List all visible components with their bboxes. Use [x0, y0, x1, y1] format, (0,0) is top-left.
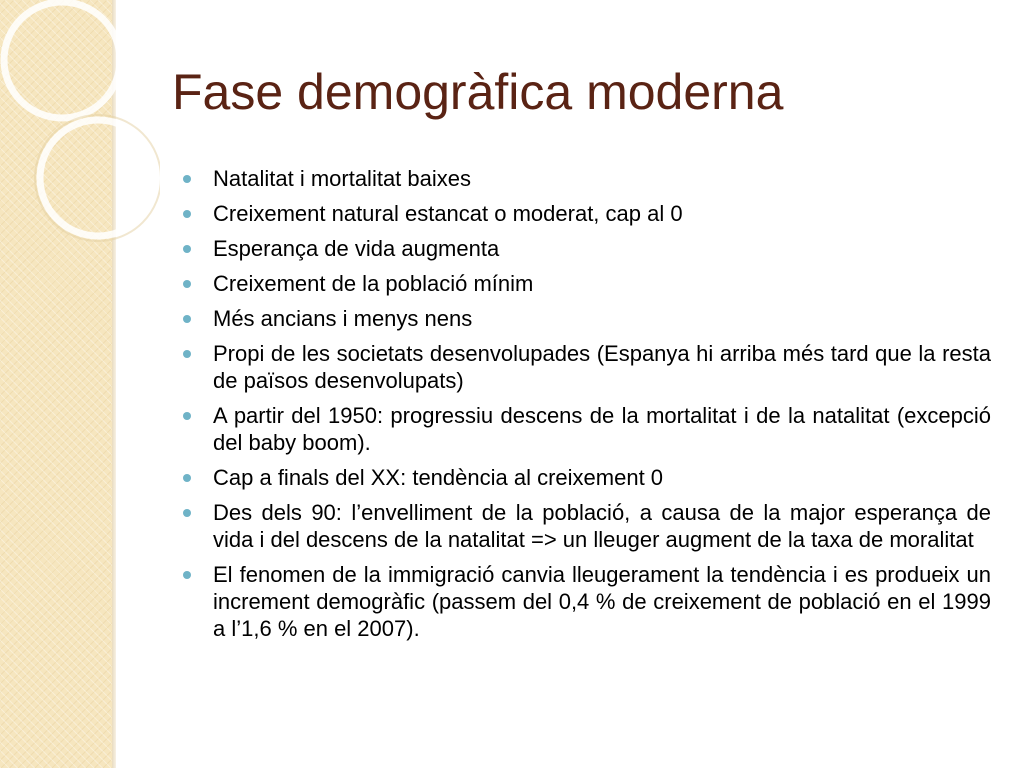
bullet-marker-icon: [183, 175, 191, 183]
bullet-text: El fenomen de la immigració canvia lleugerament la tendència i es produeix un increment demogràfic (passem del 0,4 % de creixement de població en el 1999 a l’1,6 % en el 2007).: [213, 562, 991, 641]
bullet-item: [181, 200, 991, 227]
bullet-item: [181, 402, 991, 456]
bullet-marker-icon: [183, 509, 191, 517]
bullet-item: [181, 499, 991, 553]
decorative-ring-upper: [4, 2, 120, 118]
bullet-text: Esperança de vida augmenta: [213, 236, 500, 261]
bullet-item: [181, 561, 991, 642]
bullet-marker-icon: [183, 571, 191, 579]
decorative-rings: [0, 0, 160, 300]
bullet-item: [181, 464, 991, 491]
slide-title: Fase demogràfica moderna: [172, 64, 784, 120]
bullet-marker-icon: [183, 350, 191, 358]
bullet-text: Natalitat i mortalitat baixes: [213, 166, 471, 191]
bullet-text: Cap a finals del XX: tendència al creixement 0: [213, 465, 664, 490]
decorative-ring-lower: [40, 120, 156, 236]
bullet-text: A partir del 1950: progressiu descens de la mortalitat i de la natalitat (excepció del baby boom).: [213, 403, 991, 455]
bullet-item: [181, 235, 991, 262]
bullet-marker-icon: [183, 315, 191, 323]
bullet-marker-icon: [183, 280, 191, 288]
bullet-text: Creixement natural estancat o moderat, cap al 0: [213, 201, 683, 226]
bullet-text: Propi de les societats desenvolupades (Espanya hi arriba més tard que la resta de països desenvolupats): [213, 341, 991, 393]
bullet-marker-icon: [183, 210, 191, 218]
decorative-ring-shadow: [35, 115, 160, 241]
bullet-item: [181, 165, 991, 192]
bullet-item: [181, 340, 991, 394]
bullet-text: Creixement de la població mínim: [213, 271, 534, 296]
bullet-list: [181, 165, 991, 650]
bullet-item: [181, 305, 991, 332]
bullet-marker-icon: [183, 412, 191, 420]
bullet-item: [181, 270, 991, 297]
bullet-text: Des dels 90: l’envelliment de la població, a causa de la major esperança de vida i del descens de la natalitat => un lleuger augment de la taxa de moralitat: [213, 500, 991, 552]
bullet-text: Més ancians i menys nens: [213, 306, 473, 331]
bullet-marker-icon: [183, 474, 191, 482]
bullet-marker-icon: [183, 245, 191, 253]
